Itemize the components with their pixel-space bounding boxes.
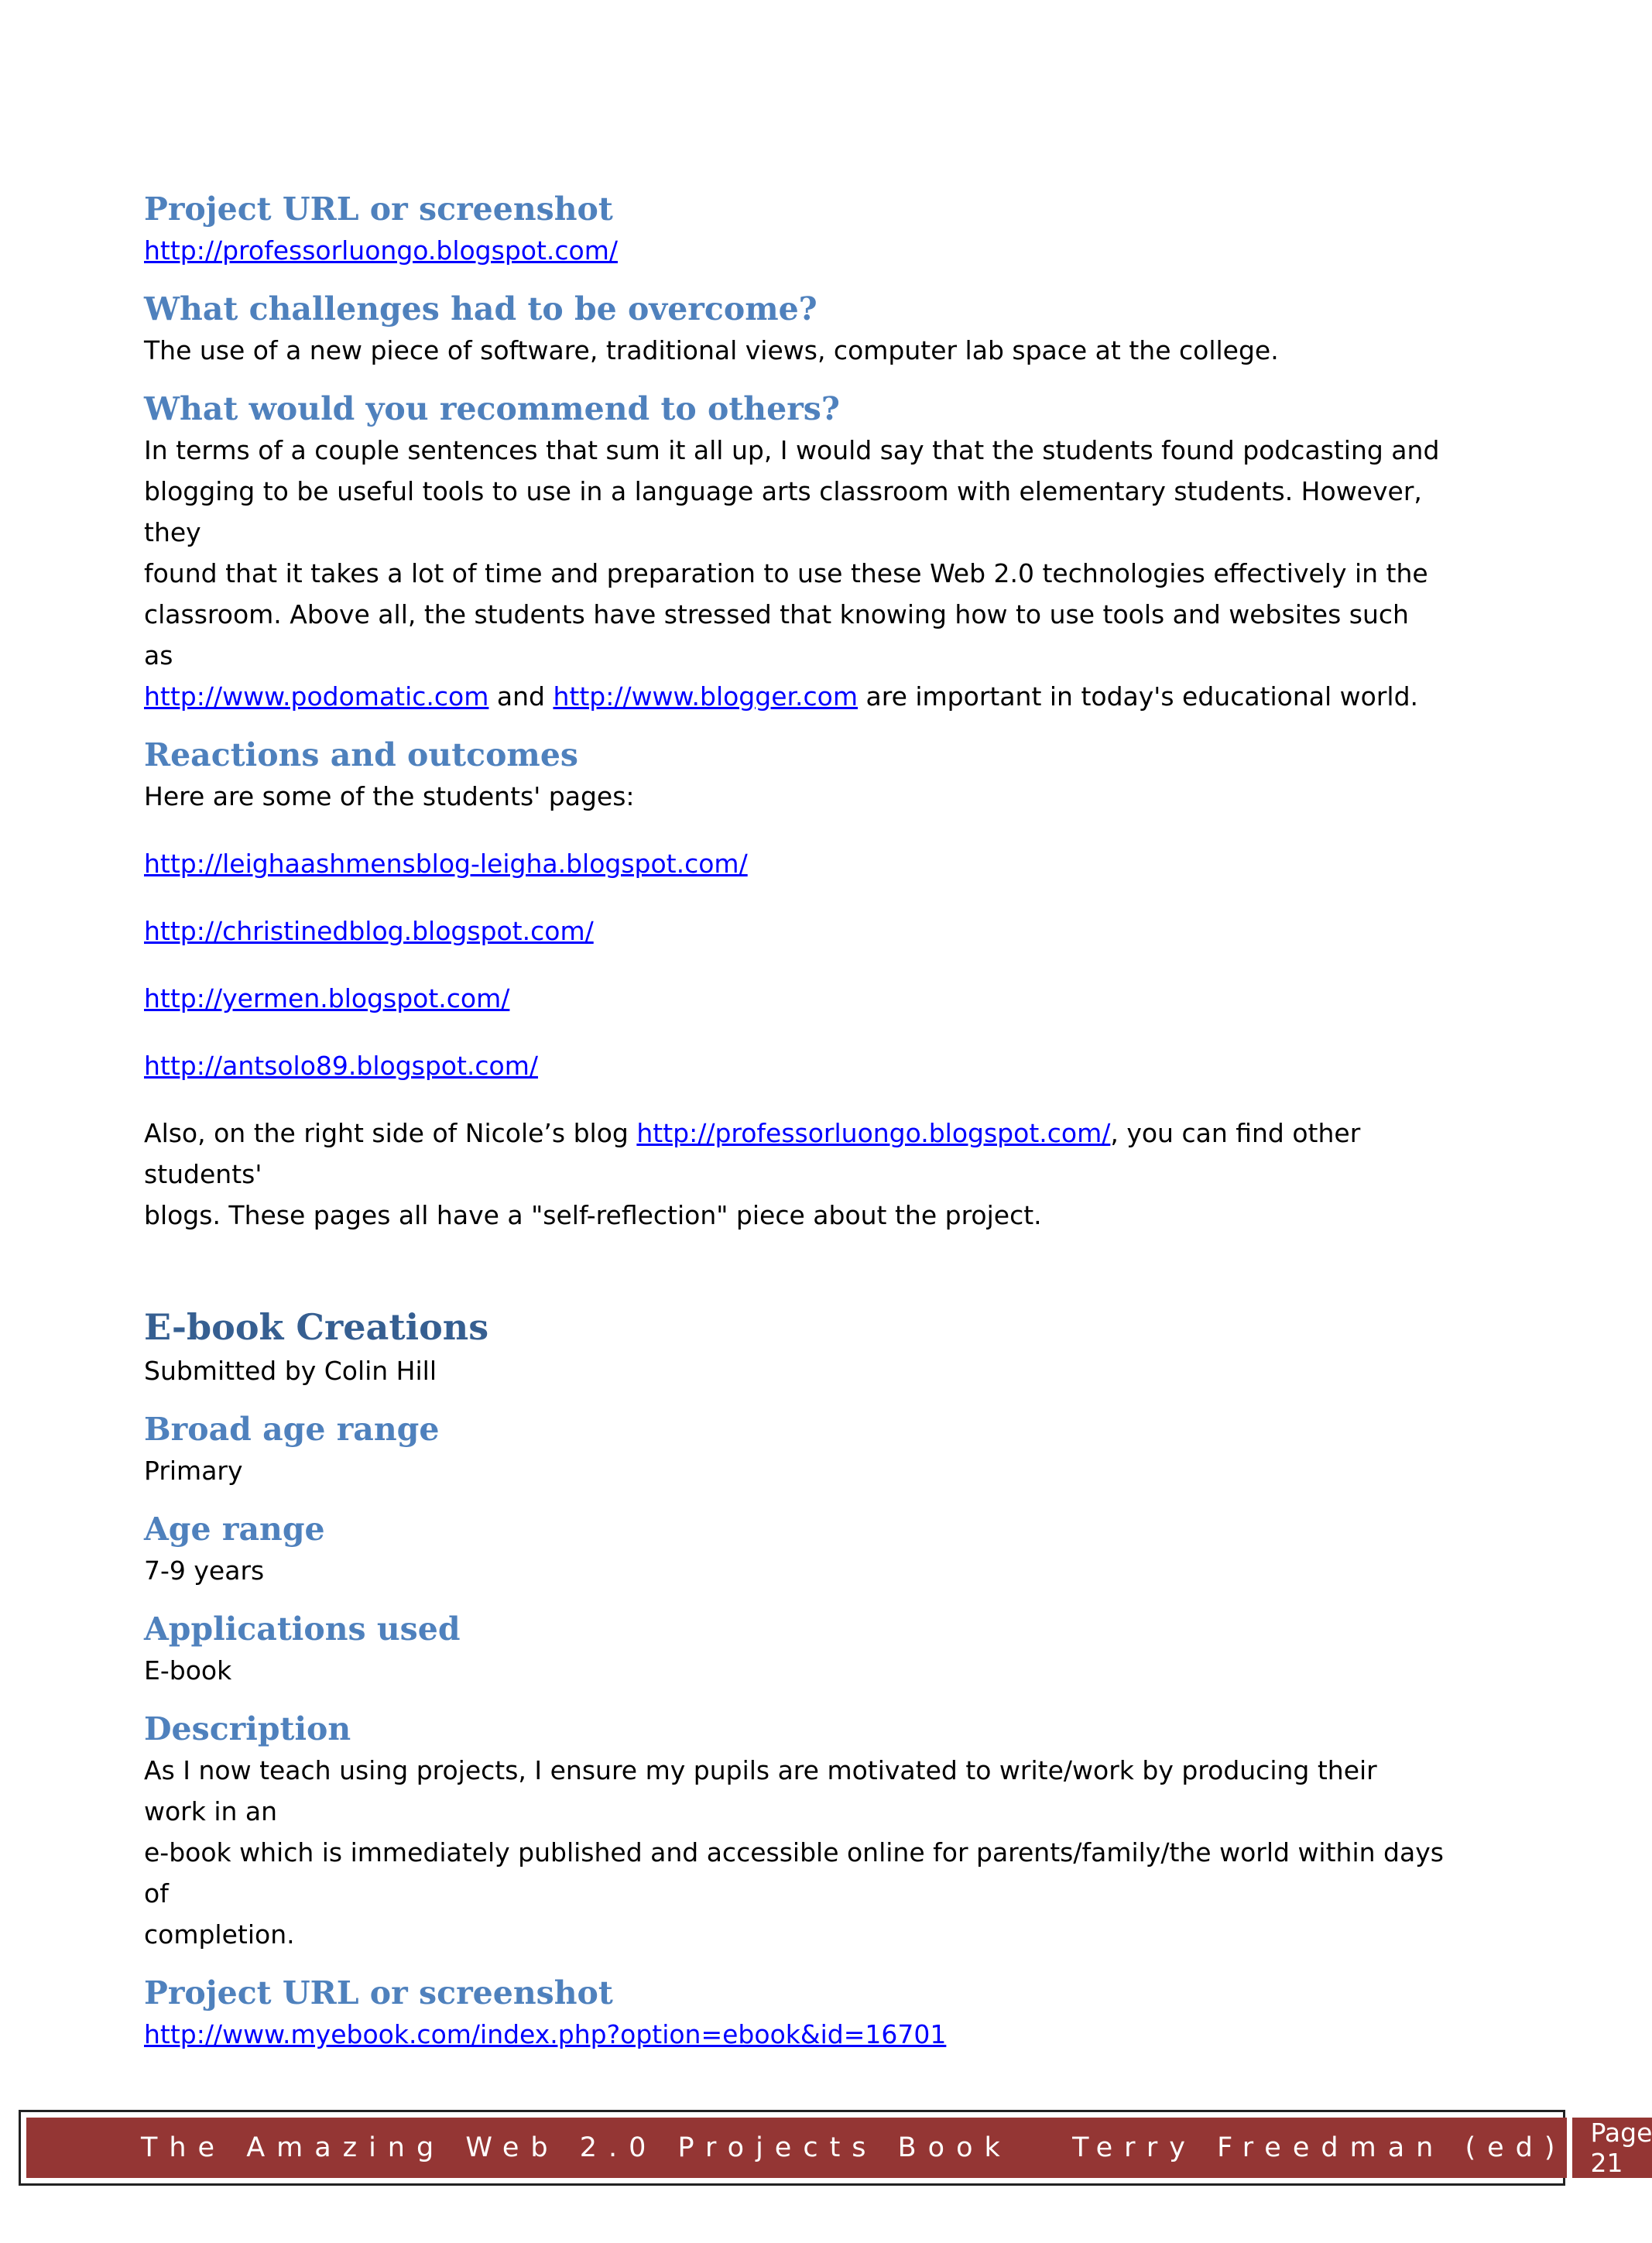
and-text: and [488, 681, 554, 712]
podomatic-link[interactable]: http://www.podomatic.com [144, 681, 489, 712]
nicole-blog-link[interactable]: http://professorluongo.blogspot.com/ [636, 1118, 1111, 1148]
recommend-paragraph [144, 430, 1445, 717]
recommend-line: In terms of a couple sentences that sum it all up, I would say that the students found podcasting and [144, 435, 1440, 465]
recommend-heading: What would you recommend to others? [144, 390, 840, 427]
page-content [144, 188, 1445, 2055]
also-line [144, 1113, 1445, 1195]
student-link-item [144, 843, 1445, 884]
footer-book-title: The Amazing Web 2.0 Projects Book Terry Freedman (ed) [26, 2118, 1567, 2178]
page-footer [19, 2110, 1652, 2186]
challenges-heading: What challenges had to be overcome? [144, 290, 817, 328]
student-link-item [144, 978, 1445, 1019]
student-page-link[interactable]: http://antsolo89.blogspot.com/ [144, 1051, 539, 1081]
description-line: As I now teach using projects, I ensure my pupils are motivated to write/work by producing their work in an [144, 1755, 1377, 1826]
footer-page-number: Page 21 [1572, 2118, 1652, 2178]
project-url-paragraph-2 [144, 2014, 1445, 2055]
recommend-line: found that it takes a lot of time and preparation to use these Web 2.0 technologies effectively in the [144, 558, 1428, 588]
recommend-line: blogging to be useful tools to use in a language arts classroom with elementary students. However, they [144, 476, 1422, 547]
blogger-link[interactable]: http://www.blogger.com [553, 681, 859, 712]
description-heading: Description [144, 1710, 351, 1747]
ebook-section-title: E-book Creations [144, 1306, 489, 1348]
applications-heading: Applications used [144, 1610, 461, 1648]
age-range-text: 7-9 years [144, 1555, 265, 1586]
student-page-link[interactable]: http://christinedblog.blogspot.com/ [144, 916, 594, 946]
student-page-link[interactable]: http://leighaashmensblog-leigha.blogspot.com/ [144, 849, 748, 879]
also-suffix: , you can find other students' [144, 1118, 1361, 1189]
also-line-2: blogs. These pages all have a "self-reflection" piece about the project. [144, 1200, 1042, 1230]
project-url-paragraph [144, 230, 1445, 271]
age-range-heading: Age range [144, 1511, 325, 1548]
student-page-link[interactable]: http://yermen.blogspot.com/ [144, 983, 510, 1013]
description-line: completion. [144, 1919, 295, 1950]
recommend-line-links [144, 676, 1445, 717]
recommend-line: classroom. Above all, the students have stressed that knowing how to use tools and websites such as [144, 599, 1409, 670]
project-url-link[interactable]: http://professorluongo.blogspot.com/ [144, 235, 618, 266]
submitted-by: Submitted by Colin Hill [144, 1356, 437, 1386]
applications-text: E-book [144, 1655, 232, 1686]
student-link-item [144, 911, 1445, 952]
also-prefix: Also, on the right side of Nicole’s blog [144, 1118, 637, 1148]
reactions-heading: Reactions and outcomes [144, 736, 578, 773]
project-url-heading: Project URL or screenshot [144, 190, 613, 228]
recommend-end-text: are important in today's educational world. [858, 681, 1419, 712]
project-url-heading-2: Project URL or screenshot [144, 1974, 613, 2011]
broad-age-heading: Broad age range [144, 1411, 440, 1448]
challenges-text: The use of a new piece of software, traditional views, computer lab space at the college. [144, 335, 1279, 365]
myebook-link[interactable]: http://www.myebook.com/index.php?option=ebook&id=16701 [144, 2019, 947, 2049]
reactions-intro: Here are some of the students' pages: [144, 781, 635, 811]
description-line: e-book which is immediately published and accessible online for parents/family/the world within days of [144, 1837, 1444, 1909]
student-link-item [144, 1045, 1445, 1086]
broad-age-text: Primary [144, 1456, 243, 1486]
